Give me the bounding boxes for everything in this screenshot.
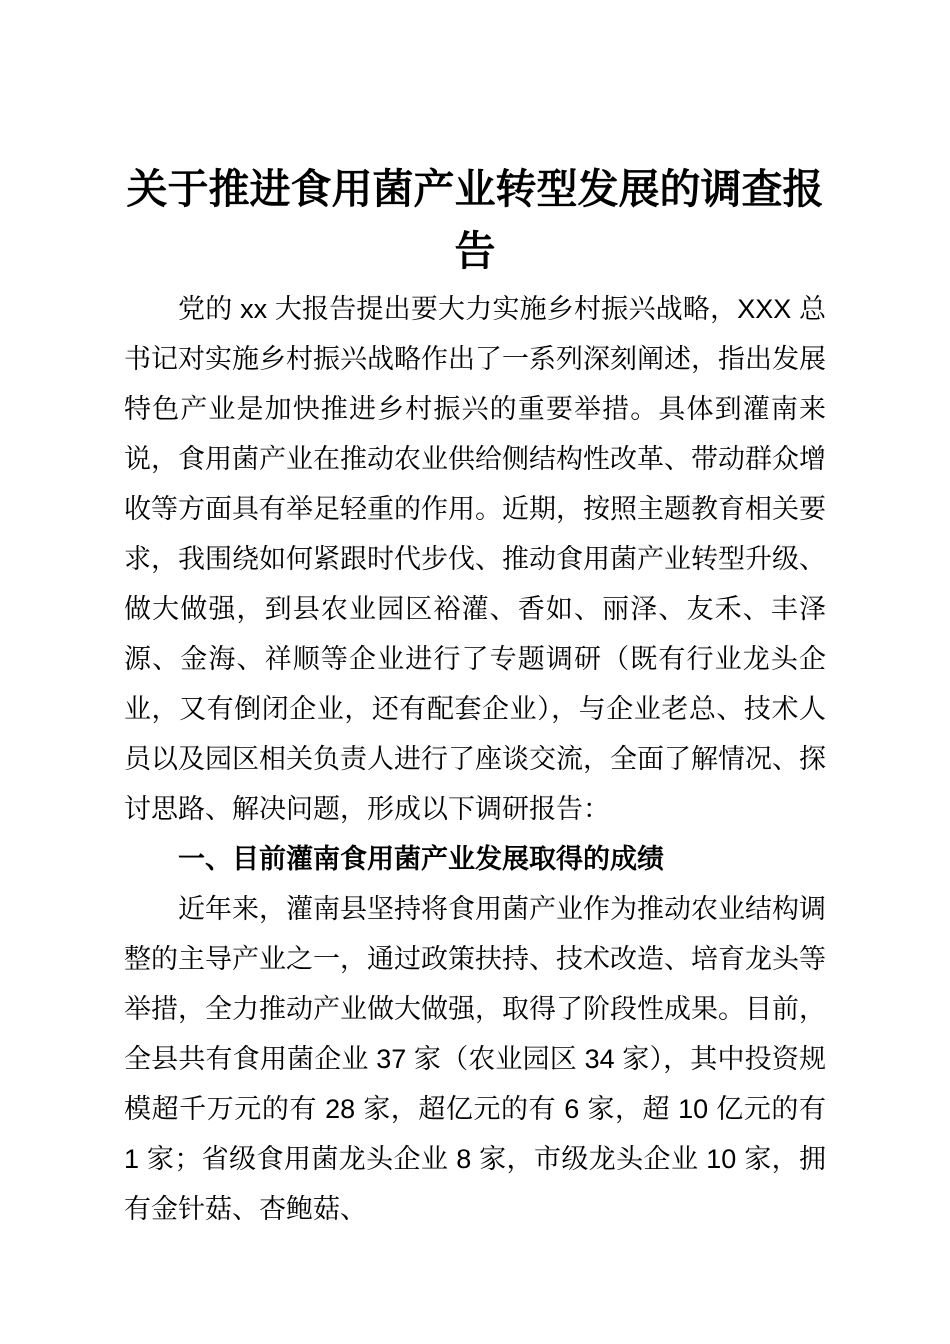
section-1-heading: 一、目前灌南食用菌产业发展取得的成绩	[178, 844, 664, 874]
section-1-paragraph: 近年来，灌南县坚持将食用菌产业作为推动农业结构调整的主导产业之一，通过政策扶持、技术改造、培育龙头等举措，全力推动产业做大做强，取得了阶段性成果。目前，全县共有食用菌企业 37 家（农业园区 34 家），其中投资规模超千万元的有 28 家，超亿元的有 6 家，超 10 亿元的有 1 家；省级食用菌龙头企业 8 家，市级龙头企业 10 家，拥有金针菇、杏鲍菇、	[124, 894, 826, 1224]
document-body	[124, 284, 826, 1234]
intro-paragraph: 党的 xx 大报告提出要大力实施乡村振兴战略，XXX 总书记对实施乡村振兴战略作出了一系列深刻阐述，指出发展特色产业是加快推进乡村振兴的重要举措。具体到灌南来说，食用菌产业在推动农业供给侧结构性改革、带动群众增收等方面具有举足轻重的作用。近期，按照主题教育相关要求，我围绕如何紧跟时代步伐、推动食用菌产业转型升级、做大做强，到县农业园区裕灌、香如、丽泽、友禾、丰泽源、金海、祥顺等企业进行了专题调研（既有行业龙头企业，又有倒闭企业，还有配套企业），与企业老总、技术人员以及园区相关负责人进行了座谈交流，全面了解情况、探讨思路、解决问题，形成以下调研报告：	[124, 294, 826, 824]
document-title: 关于推进食用菌产业转型发展的调查报告	[126, 166, 824, 274]
